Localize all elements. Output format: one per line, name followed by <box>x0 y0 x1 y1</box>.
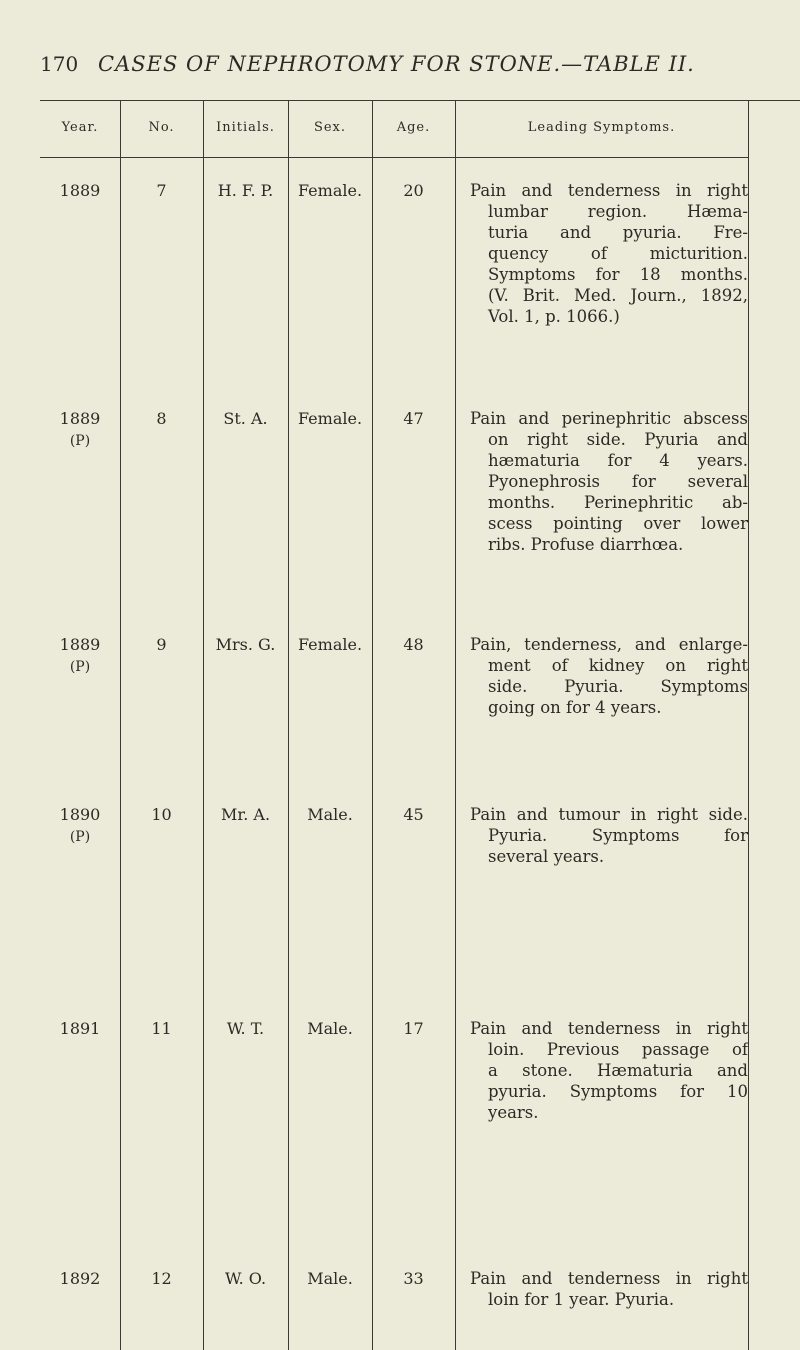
symptom-line: Pain and tenderness in right <box>470 1269 748 1288</box>
symptom-line: a stone. Hæmaturia and <box>488 1061 748 1080</box>
symptom-line: ment of kidney on right <box>488 656 748 675</box>
symptom-line: Vol. 1, p. 1066.) <box>488 307 620 326</box>
cell-year <box>40 408 120 452</box>
symptom-line: Pain, tenderness, and enlarge- <box>470 635 748 654</box>
cell-no: 9 <box>156 635 167 654</box>
year-value: 1890 <box>59 805 101 824</box>
symptom-line: on right side. Pyuria and <box>488 430 748 449</box>
page-number: 170 <box>40 52 79 76</box>
symptom-line: ribs. Profuse diarrhœa. <box>488 535 684 554</box>
column-divider <box>120 100 121 1350</box>
year-value: 1891 <box>59 1019 101 1038</box>
cell-sex: Male. <box>307 1019 353 1038</box>
cell-leading-symptoms <box>470 408 748 555</box>
year-value: 1889 <box>59 409 101 428</box>
column-divider <box>203 100 204 1350</box>
running-title: CASES OF NEPHROTOMY FOR STONE.—TABLE II. <box>98 52 695 76</box>
cell-initials: Mr. A. <box>220 805 271 824</box>
cell-sex: Male. <box>307 805 353 824</box>
cell-age: 48 <box>403 635 424 654</box>
cell-year <box>40 634 120 678</box>
symptom-line: Pain and tenderness in right <box>470 1019 748 1038</box>
cell-sex: Male. <box>307 1269 353 1288</box>
symptom-line: side. Pyuria. Symptoms <box>488 677 748 696</box>
symptom-line: going on for 4 years. <box>488 698 662 717</box>
cell-leading-symptoms <box>470 804 748 867</box>
symptom-line: Symptoms for 18 months. <box>488 265 748 284</box>
symptom-line: lumbar region. Hæma- <box>488 202 748 221</box>
column-header-no: No. <box>148 120 175 135</box>
table-top-rule <box>40 100 800 101</box>
cell-leading-symptoms <box>470 180 748 327</box>
cell-year <box>40 1018 120 1040</box>
symptom-line: months. Perinephritic ab- <box>488 493 748 512</box>
cell-initials: Mrs. G. <box>215 635 276 654</box>
cell-sex: Female. <box>297 181 363 200</box>
cell-no: 7 <box>156 181 167 200</box>
column-divider <box>288 100 289 1350</box>
year-note: (P) <box>69 829 91 845</box>
symptom-line: turia and pyuria. Fre- <box>488 223 748 242</box>
year-value: 1889 <box>59 181 101 200</box>
column-header-year: Year. <box>61 120 99 135</box>
column-header-sex: Sex. <box>313 120 347 135</box>
cell-age: 17 <box>403 1019 424 1038</box>
cell-no: 8 <box>156 409 167 428</box>
cell-year <box>40 180 120 202</box>
symptom-line: hæmaturia for 4 years. <box>488 451 748 470</box>
cell-sex: Female. <box>297 409 363 428</box>
cell-leading-symptoms <box>470 634 748 718</box>
cell-leading-symptoms <box>470 1268 748 1310</box>
cell-initials: W. T. <box>226 1019 265 1038</box>
symptom-line: several years. <box>488 847 605 866</box>
symptom-line: years. <box>488 1103 539 1122</box>
symptom-line: Pain and perinephritic abscess <box>470 409 748 428</box>
column-divider <box>372 100 373 1350</box>
table-header-rule <box>40 157 748 158</box>
symptom-line: Pain and tumour in right side. <box>470 805 748 824</box>
cell-age: 45 <box>403 805 424 824</box>
year-note: (P) <box>69 659 91 675</box>
symptom-line: (V. Brit. Med. Journ., 1892, <box>488 286 748 305</box>
column-divider <box>455 100 456 1350</box>
symptom-line: scess pointing over lower <box>488 514 748 533</box>
column-header-age: Age. <box>396 120 431 135</box>
symptom-line: Pyonephrosis for several <box>488 472 748 491</box>
symptom-line: loin for 1 year. Pyuria. <box>488 1290 675 1309</box>
cell-initials: St. A. <box>223 409 268 428</box>
cell-leading-symptoms <box>470 1018 748 1123</box>
cell-year <box>40 1268 120 1290</box>
cell-no: 12 <box>151 1269 172 1288</box>
cell-age: 47 <box>403 409 424 428</box>
symptom-line: Pain and tenderness in right <box>470 181 748 200</box>
year-value: 1892 <box>59 1269 101 1288</box>
cell-age: 33 <box>403 1269 424 1288</box>
page-header <box>0 52 800 82</box>
cell-no: 11 <box>151 1019 172 1038</box>
year-note: (P) <box>69 433 91 449</box>
cell-sex: Female. <box>297 635 363 654</box>
cell-initials: W. O. <box>224 1269 267 1288</box>
symptom-line: loin. Previous passage of <box>488 1040 748 1059</box>
column-divider <box>748 100 749 1350</box>
column-header-leading-symptoms: Leading Symptoms. <box>527 120 676 135</box>
cell-initials: H. F. P. <box>217 181 274 200</box>
cell-no: 10 <box>151 805 172 824</box>
cell-age: 20 <box>403 181 424 200</box>
symptom-line: quency of micturition. <box>488 244 748 263</box>
column-header-initials: Initials. <box>216 120 275 135</box>
cell-year <box>40 804 120 848</box>
symptom-line: pyuria. Symptoms for 10 <box>488 1082 748 1101</box>
year-value: 1889 <box>59 635 101 654</box>
symptom-line: Pyuria. Symptoms for <box>488 826 748 845</box>
